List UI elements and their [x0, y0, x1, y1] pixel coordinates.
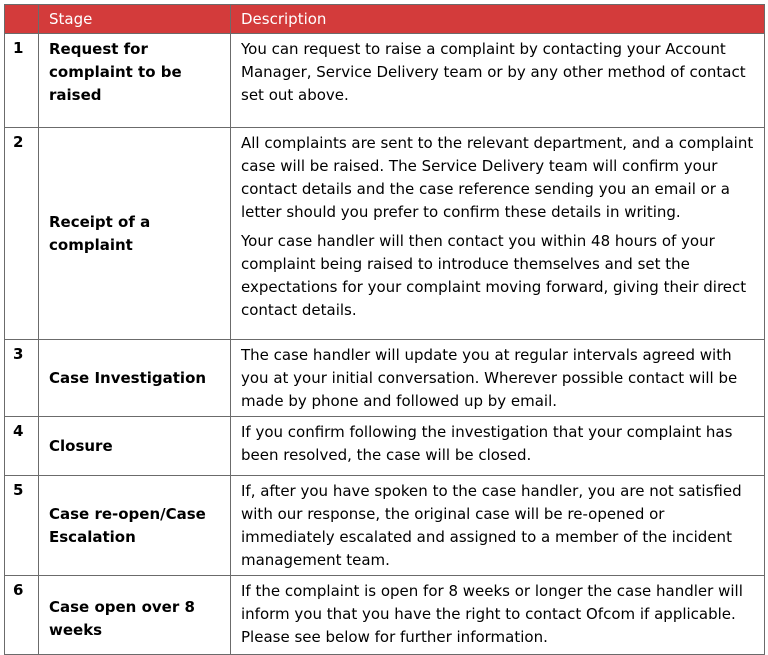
description-paragraph: Your case handler will then contact you within 48 hours of your complaint being raised to introduce themselves and set the expectations for your complaint moving forward, giving their direct contact details.: [241, 232, 747, 319]
row-stage: Case Investigation: [39, 340, 231, 417]
row-description: [231, 34, 765, 128]
row-description: [231, 340, 765, 417]
row-stage: Closure: [39, 417, 231, 476]
row-number: 5: [5, 476, 39, 576]
header-description-cell: Description: [231, 5, 765, 34]
description-paragraph: All complaints are sent to the relevant department, and a complaint case will be raised. The Service Delivery team will confirm your contact details and the case reference sending you an email or a letter should you prefer to confirm these details in writing.: [241, 134, 754, 221]
table-row: [5, 128, 765, 340]
description-paragraph: If you confirm following the investigation that your complaint has been resolved, the case will be closed.: [241, 423, 733, 464]
complaint-stages-table: [4, 4, 765, 655]
table-row: [5, 417, 765, 476]
row-number: 6: [5, 576, 39, 655]
description-paragraph: If the complaint is open for 8 weeks or longer the case handler will inform you that you have the right to contact Ofcom if applicable. Please see below for further information.: [241, 582, 743, 646]
row-stage: Request for complaint to be raised: [39, 34, 231, 128]
row-description: [231, 128, 765, 340]
row-number: 1: [5, 34, 39, 128]
row-stage: Receipt of a complaint: [39, 128, 231, 340]
description-paragraph: You can request to raise a complaint by contacting your Account Manager, Service Delivery team or by any other method of contact set out above.: [241, 40, 746, 104]
row-stage: Case open over 8 weeks: [39, 576, 231, 655]
table-row: [5, 576, 765, 655]
description-paragraph: If, after you have spoken to the case handler, you are not satisfied with our response, the original case will be re-opened or immediately escalated and assigned to a member of the incident management team.: [241, 482, 742, 569]
row-description: [231, 576, 765, 655]
table-row: [5, 476, 765, 576]
row-stage: Case re-open/Case Escalation: [39, 476, 231, 576]
row-description: [231, 476, 765, 576]
description-paragraph: The case handler will update you at regular intervals agreed with you at your initial conversation. Wherever possible contact will be made by phone and followed up by email.: [241, 346, 738, 410]
header-stage-cell: Stage: [39, 5, 231, 34]
table-row: [5, 340, 765, 417]
row-number: 3: [5, 340, 39, 417]
row-number: 2: [5, 128, 39, 340]
header-number-cell: [5, 5, 39, 34]
row-number: 4: [5, 417, 39, 476]
table-row: [5, 34, 765, 128]
table-header-row: [5, 5, 765, 34]
row-description: [231, 417, 765, 476]
